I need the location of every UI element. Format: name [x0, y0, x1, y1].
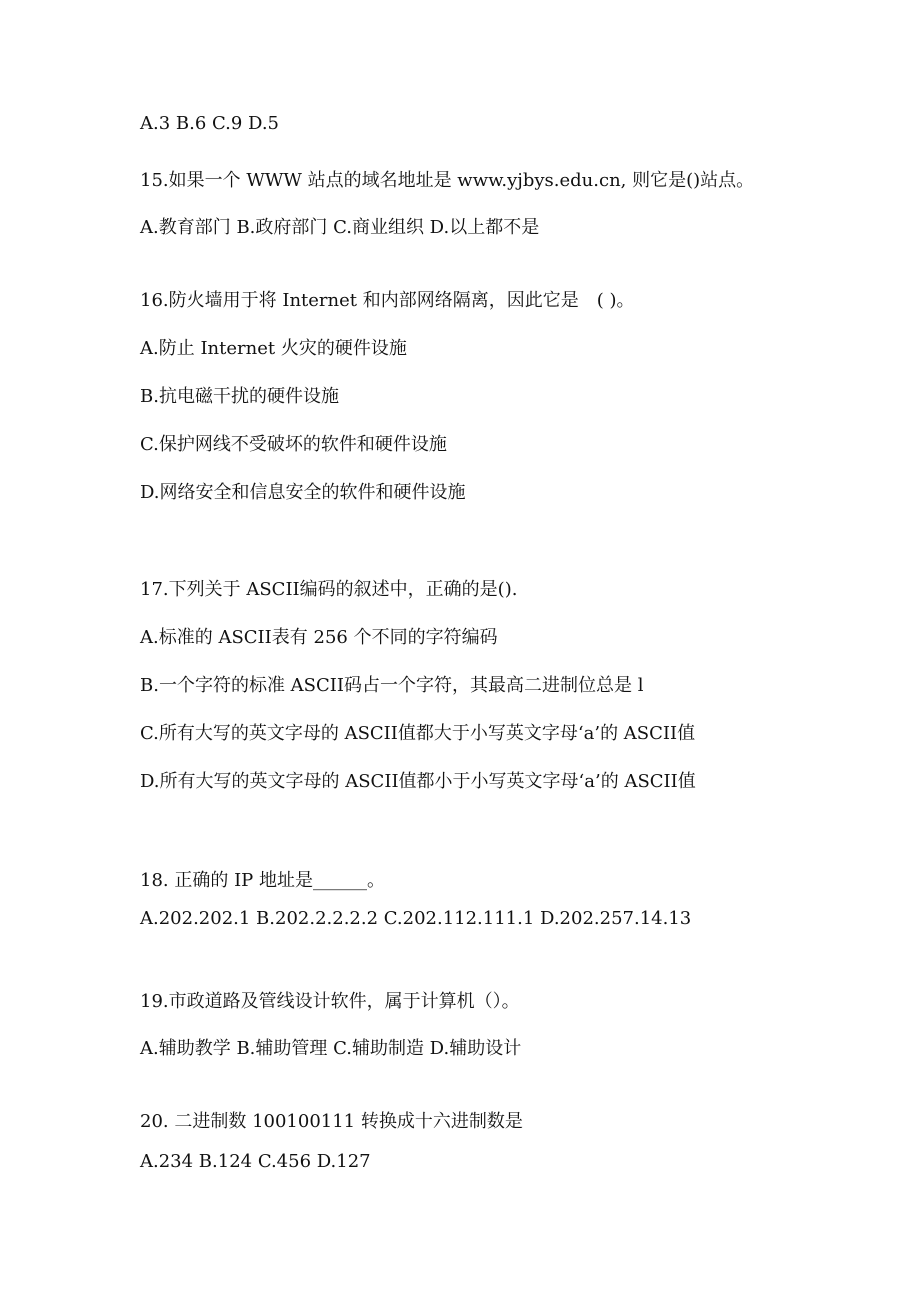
q16-option-a: A.防止 Internet 火灾的硬件设施: [140, 338, 407, 359]
q15-options: A.教育部门 B.政府部门 C.商业组织 D.以上都不是: [140, 217, 540, 238]
q17-stem: 17.下列关于 ASCII编码的叙述中，正确的是().: [140, 579, 518, 600]
q17-option-b: B.一个字符的标准 ASCII码占一个字符，其最高二进制位总是 l: [140, 675, 644, 696]
q20-stem: 20. 二进制数 100100111 转换成十六进制数是: [140, 1111, 523, 1132]
q15-stem: 15.如果一个 WWW 站点的域名地址是 www.yjbys.edu.cn, 则它是()站点。: [140, 170, 755, 191]
q16-option-c: C.保护网线不受破坏的软件和硬件设施: [140, 434, 447, 455]
q16-option-b: B.抗电磁干扰的硬件设施: [140, 386, 339, 407]
q17-option-a: A.标准的 ASCII表有 256 个不同的字符编码: [140, 627, 498, 648]
q18-options: A.202.202.1 B.202.2.2.2.2 C.202.112.111.1 D.202.257.14.13: [140, 908, 692, 929]
q20-options: A.234 B.124 C.456 D.127: [140, 1151, 371, 1172]
q16-option-d: D.网络安全和信息安全的软件和硬件设施: [140, 482, 466, 503]
q16-stem: 16.防火墙用于将 Internet 和内部网络隔离，因此它是 ( )。: [140, 290, 635, 311]
q19-stem: 19.市政道路及管线设计软件，属于计算机（）。: [140, 991, 520, 1012]
q19-options: A.辅助教学 B.辅助管理 C.辅助制造 D.辅助设计: [140, 1038, 522, 1059]
q18-stem: 18. 正确的 IP 地址是______。: [140, 870, 386, 891]
q14-options: A.3 B.6 C.9 D.5: [140, 113, 280, 134]
q17-option-d: D.所有大写的英文字母的 ASCII值都小于小写英文字母‘a’的 ASCII值: [140, 771, 696, 792]
q17-option-c: C.所有大写的英文字母的 ASCII值都大于小写英文字母‘a’的 ASCII值: [140, 723, 696, 744]
